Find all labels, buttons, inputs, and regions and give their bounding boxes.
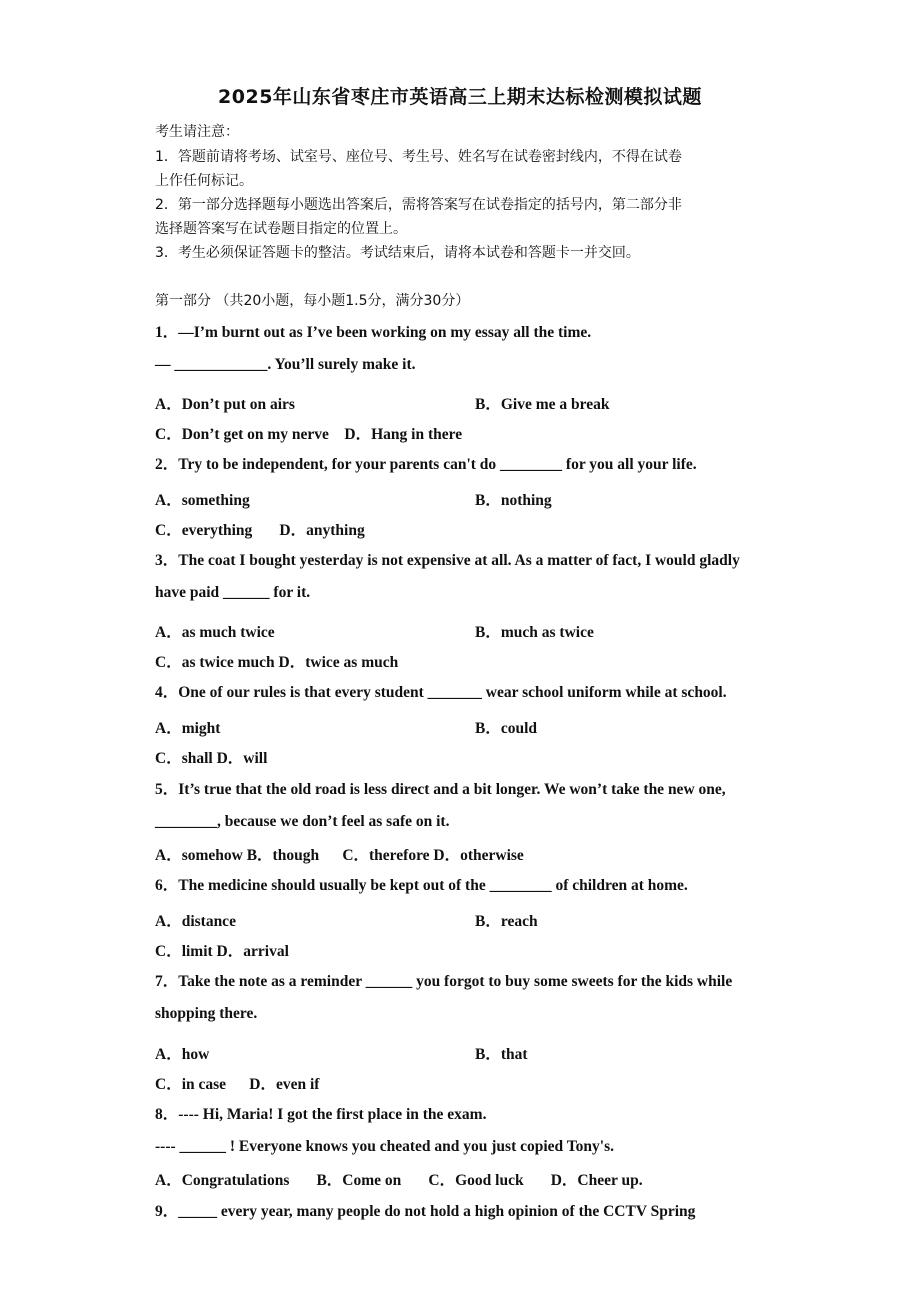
option-b: B．Give me a break (475, 396, 610, 413)
question-stem: 8．---- Hi, Maria! I got the first place in the exam. (155, 1106, 487, 1123)
question-stem: 9．_____ every year, many people do not hold a high opinion of the CCTV Spring (155, 1203, 696, 1220)
section-heading: 第一部分 （共20小题，每小题1.5分，满分30分） (155, 293, 470, 309)
option-b: B．could (475, 720, 538, 737)
notice-line: 1．答题前请将考场、试室号、座位号、考生号、姓名写在试卷密封线内，不得在试卷 (155, 149, 682, 165)
question-stem: 4．One of our rules is that every student _______ wear school uniform while at school. (155, 684, 727, 701)
option-row: A．somehow B．though C．therefore D．otherwise (155, 847, 524, 864)
notice-heading: 考生请注意： (155, 124, 239, 140)
question-stem: 5．It’s true that the old road is less direct and a bit longer. We won’t take the new one, (155, 781, 726, 798)
question-stem: 3．The coat I bought yesterday is not expensive at all. As a matter of fact, I would gladly (155, 552, 740, 569)
option-row: C．shall D．will (155, 750, 268, 767)
option-row: C．in case D．even if (155, 1076, 320, 1093)
option-b: B．much as twice (475, 624, 594, 641)
notice-line: 选择题答案写在试卷题目指定的位置上。 (155, 221, 407, 237)
notice-line: 上作任何标记。 (155, 173, 253, 189)
option-a: A．how (155, 1046, 210, 1063)
option-a: A．might (155, 720, 221, 737)
option-row: A．Congratulations B．Come on C．Good luck D．Cheer up. (155, 1172, 643, 1189)
question-stem: — ____________. You’ll surely make it. (155, 356, 416, 373)
question-stem: ---- ______ ! Everyone knows you cheated and you just copied Tony's. (155, 1138, 615, 1155)
option-row: C．Don’t get on my nerve D．Hang in there (155, 426, 463, 443)
option-row: C．as twice much D．twice as much (155, 654, 399, 671)
question-stem: have paid ______ for it. (155, 584, 311, 601)
option-a: A．as much twice (155, 624, 275, 641)
page-title: 2025年山东省枣庄市英语高三上期末达标检测模拟试题 (218, 86, 702, 108)
notice-line: 3．考生必须保证答题卡的整洁。考试结束后，请将本试卷和答题卡一并交回。 (155, 245, 640, 261)
option-row: C．limit D．arrival (155, 943, 289, 960)
option-b: B．reach (475, 913, 538, 930)
option-b: B．nothing (475, 492, 552, 509)
option-a: A．distance (155, 913, 236, 930)
question-stem: ________, because we don’t feel as safe on it. (155, 813, 450, 830)
question-stem: 1．—I’m burnt out as I’ve been working on my essay all the time. (155, 324, 592, 341)
option-a: A．Don’t put on airs (155, 396, 295, 413)
question-stem: 2．Try to be independent, for your parents can't do ________ for you all your life. (155, 456, 697, 473)
option-a: A．something (155, 492, 250, 509)
option-b: B．that (475, 1046, 528, 1063)
question-stem: shopping there. (155, 1005, 258, 1022)
option-row: C．everything D．anything (155, 522, 365, 539)
question-stem: 7．Take the note as a reminder ______ you forgot to buy some sweets for the kids while (155, 973, 733, 990)
question-stem: 6．The medicine should usually be kept out of the ________ of children at home. (155, 877, 688, 894)
notice-line: 2．第一部分选择题每小题选出答案后，需将答案写在试卷指定的括号内，第二部分非 (155, 197, 682, 213)
